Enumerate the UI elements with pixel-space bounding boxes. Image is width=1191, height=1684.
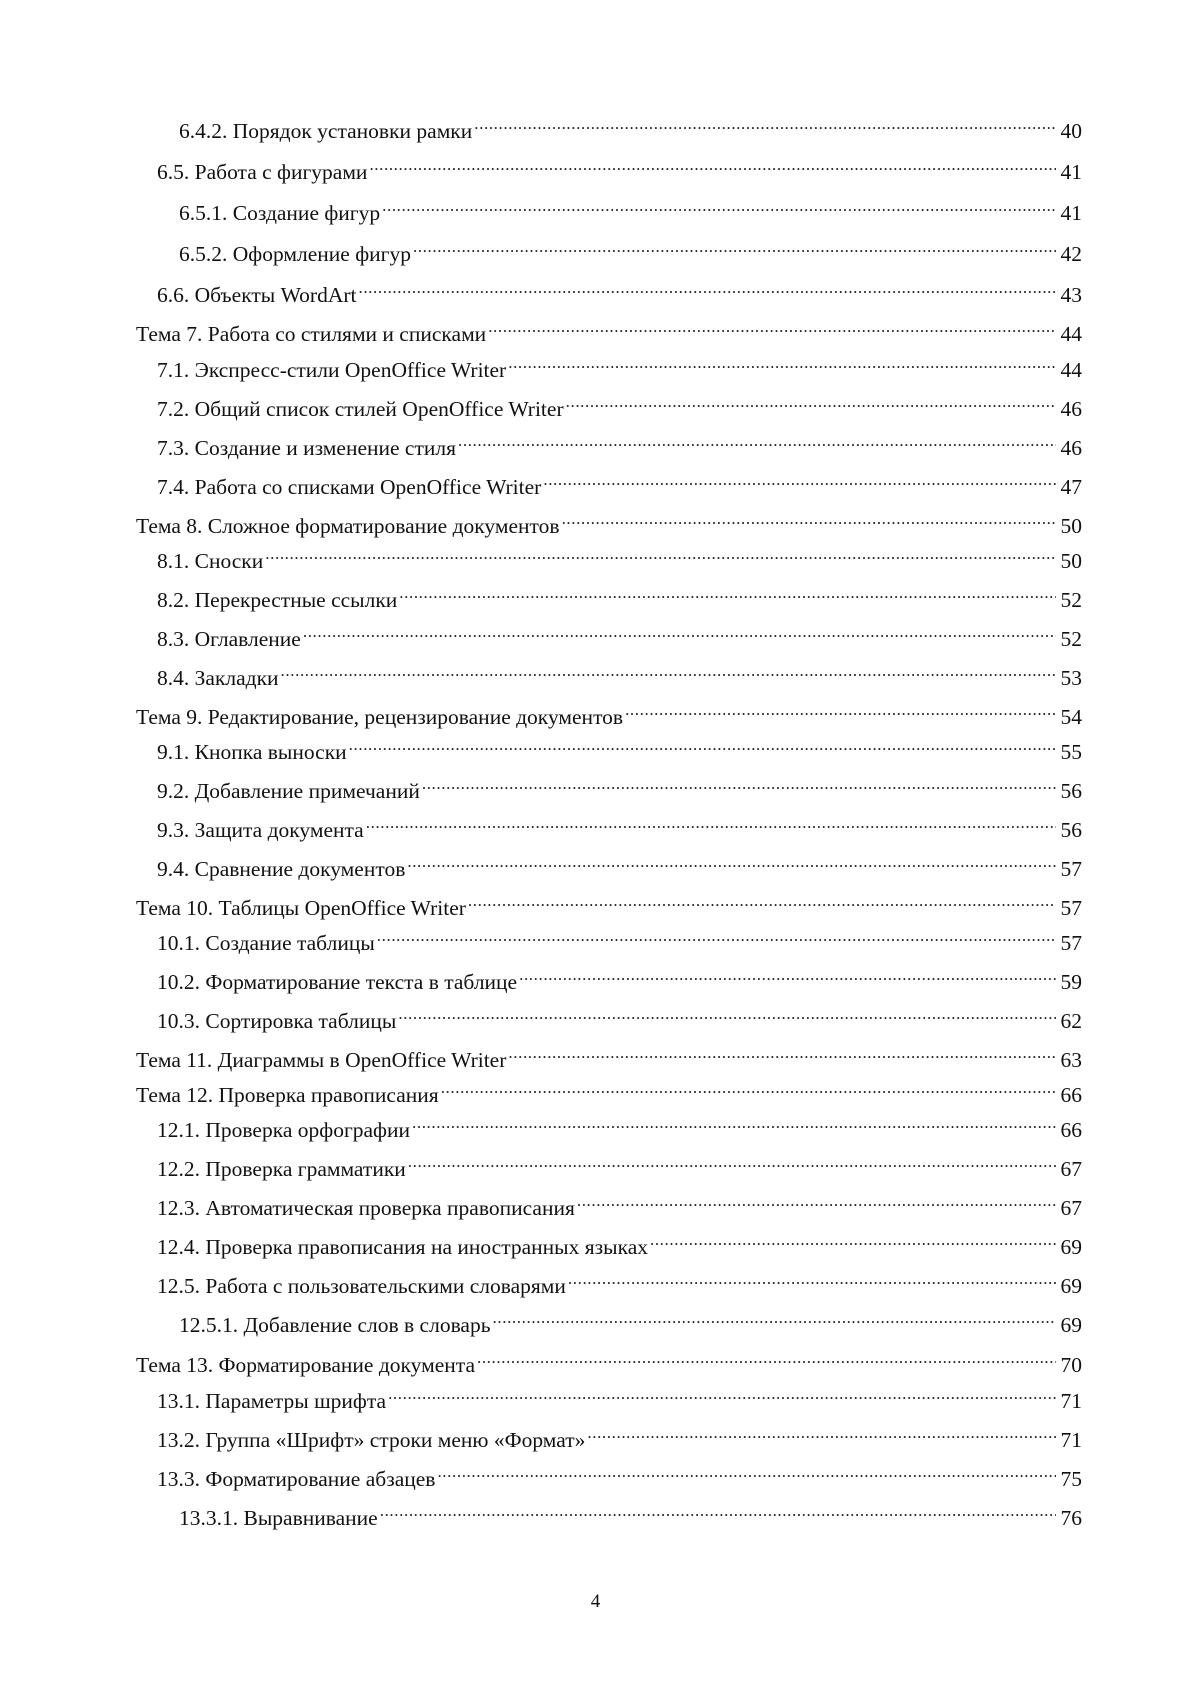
toc-dot-leader [566, 386, 1056, 416]
toc-dot-leader [408, 1146, 1056, 1176]
toc-entry-title: 9.2. Добавление примечаний [157, 779, 420, 803]
toc-dot-leader [474, 108, 1056, 138]
toc-dot-leader [380, 1495, 1056, 1525]
toc-entry-page-number: 57 [1060, 931, 1082, 955]
toc-dot-leader [407, 846, 1056, 876]
toc-entry-page-number: 71 [1060, 1389, 1082, 1413]
toc-entry[interactable] [136, 729, 1082, 764]
toc-entry-page-number: 57 [1060, 857, 1082, 881]
toc-entry-title: 6.5.1. Создание фигур [179, 201, 381, 225]
toc-entry[interactable] [136, 885, 1082, 920]
toc-dot-leader [377, 920, 1056, 950]
toc-entry-title: 12.4. Проверка правописания на иностранных языках [157, 1235, 648, 1259]
toc-dot-leader [369, 149, 1056, 179]
toc-entry-title: 8.4. Закладки [157, 666, 279, 690]
toc-entry-page-number: 69 [1060, 1313, 1082, 1337]
toc-entry[interactable] [136, 1037, 1082, 1072]
toc-entry-title: 7.3. Создание и изменение стиля [157, 436, 456, 460]
toc-entry-title: 6.4.2. Порядок установки рамки [179, 119, 473, 143]
toc-dot-leader [303, 616, 1056, 646]
toc-entry[interactable] [136, 920, 1082, 955]
toc-entry[interactable] [136, 1107, 1082, 1142]
toc-entry[interactable] [136, 311, 1082, 346]
toc-entry-title: 9.3. Защита документа [157, 818, 364, 842]
toc-entry-title: Тема 8. Сложное форматирование документов [136, 514, 560, 538]
toc-dot-leader [441, 1072, 1056, 1102]
toc-dot-leader [399, 577, 1056, 607]
toc-entry-title: 10.2. Форматирование текста в таблице [157, 970, 518, 994]
toc-dot-leader [508, 347, 1056, 377]
toc-dot-leader [388, 1378, 1056, 1408]
toc-entry[interactable] [136, 846, 1082, 881]
toc-entry[interactable] [136, 577, 1082, 612]
toc-entry-title: Тема 9. Редактирование, рецензирование документов [136, 705, 624, 729]
toc-entry-page-number: 56 [1060, 779, 1082, 803]
toc-dot-leader [493, 1302, 1056, 1332]
page-number: 4 [590, 1591, 601, 1612]
toc-dot-leader [519, 959, 1056, 989]
toc-entry[interactable] [136, 807, 1082, 842]
toc-entry-title: 8.3. Оглавление [157, 627, 301, 651]
toc-entry[interactable] [136, 386, 1082, 421]
toc-entry[interactable] [136, 694, 1082, 729]
toc-dot-leader [577, 1185, 1056, 1215]
toc-entry-page-number: 55 [1060, 740, 1082, 764]
toc-entry-page-number: 53 [1060, 666, 1082, 690]
toc-entry-title: Тема 12. Проверка правописания [136, 1083, 439, 1107]
toc-entry-title: 13.2. Группа «Шрифт» строки меню «Формат» [157, 1428, 586, 1452]
toc-dot-leader [568, 1263, 1056, 1293]
toc-entry-title: 13.3. Форматирование абзацев [157, 1467, 436, 1491]
toc-dot-leader [413, 231, 1056, 261]
toc-entry[interactable] [136, 1072, 1082, 1107]
toc-entry[interactable] [136, 149, 1082, 184]
toc-entry[interactable] [136, 1185, 1082, 1220]
toc-dot-leader [281, 655, 1056, 685]
toc-entry[interactable] [136, 503, 1082, 538]
toc-entry-title: 7.1. Экспресс-стили OpenOffice Writer [157, 358, 507, 382]
toc-entry-page-number: 50 [1060, 549, 1082, 573]
toc-entry-page-number: 50 [1060, 514, 1082, 538]
toc-entry[interactable] [136, 464, 1082, 499]
toc-entry-page-number: 67 [1060, 1196, 1082, 1220]
toc-dot-leader [477, 1342, 1056, 1372]
toc-entry-title: Тема 7. Работа со стилями и списками [136, 322, 487, 346]
toc-entry-page-number: 52 [1060, 627, 1082, 651]
toc-entry[interactable] [136, 959, 1082, 994]
toc-dot-leader [382, 190, 1056, 220]
toc-dot-leader [458, 425, 1056, 455]
toc-entry-title: 12.3. Автоматическая проверка правописания [157, 1196, 575, 1220]
toc-dot-leader [562, 503, 1056, 533]
toc-entry-title: 9.1. Кнопка выноски [157, 740, 347, 764]
toc-dot-leader [349, 729, 1056, 759]
toc-entry-title: 6.5. Работа с фигурами [157, 160, 368, 184]
toc-entry-page-number: 57 [1060, 896, 1082, 920]
toc-entry-title: 8.2. Перекрестные ссылки [157, 588, 398, 612]
toc-entry-page-number: 40 [1060, 119, 1082, 143]
toc-dot-leader [398, 998, 1056, 1028]
toc-dot-leader [508, 1037, 1056, 1067]
toc-dot-leader [265, 538, 1056, 568]
toc-entry-page-number: 69 [1060, 1235, 1082, 1259]
toc-entry-page-number: 54 [1060, 705, 1082, 729]
toc-entry-title: 10.1. Создание таблицы [157, 931, 375, 955]
toc-entry[interactable] [136, 272, 1082, 307]
toc-entry-title: 12.5. Работа с пользовательскими словарями [157, 1274, 566, 1298]
toc-entry-page-number: 56 [1060, 818, 1082, 842]
toc-entry-title: 7.4. Работа со списками OpenOffice Writer [157, 475, 542, 499]
toc-dot-leader [437, 1456, 1056, 1486]
toc-entry-title: 9.4. Сравнение документов [157, 857, 406, 881]
toc-dot-leader [650, 1224, 1056, 1254]
toc-entry-page-number: 44 [1060, 322, 1082, 346]
toc-entry[interactable] [136, 998, 1082, 1033]
toc-dot-leader [412, 1107, 1056, 1137]
toc-entry-page-number: 66 [1060, 1118, 1082, 1142]
toc-dot-leader [488, 311, 1056, 341]
toc-entry[interactable] [136, 768, 1082, 803]
toc-entry[interactable] [136, 425, 1082, 460]
toc-dot-leader [587, 1417, 1056, 1447]
toc-dot-leader [468, 885, 1056, 915]
toc-entry-page-number: 46 [1060, 436, 1082, 460]
toc-entry-page-number: 76 [1060, 1506, 1082, 1530]
toc-entry[interactable] [136, 1456, 1082, 1491]
toc-dot-leader [543, 464, 1056, 494]
toc-entry-page-number: 69 [1060, 1274, 1082, 1298]
toc-entry-page-number: 46 [1060, 397, 1082, 421]
toc-entry[interactable] [136, 231, 1082, 266]
toc-entry-title: Тема 10. Таблицы OpenOffice Writer [136, 896, 466, 920]
toc-entry[interactable] [136, 538, 1082, 573]
toc-entry[interactable] [136, 1342, 1082, 1377]
toc-entry-page-number: 44 [1060, 358, 1082, 382]
toc-entry[interactable] [136, 1302, 1082, 1337]
toc-entry[interactable] [136, 655, 1082, 690]
toc-entry-page-number: 42 [1060, 242, 1082, 266]
toc-entry-page-number: 62 [1060, 1009, 1082, 1033]
toc-entry-title: 6.5.2. Оформление фигур [179, 242, 411, 266]
toc-dot-leader [358, 272, 1056, 302]
toc-entry-page-number: 75 [1060, 1467, 1082, 1491]
toc-entry[interactable] [136, 616, 1082, 651]
toc-entry[interactable] [136, 1417, 1082, 1452]
toc-dot-leader [422, 768, 1056, 798]
toc-entry[interactable] [136, 108, 1082, 143]
toc-entry-page-number: 67 [1060, 1157, 1082, 1181]
toc-dot-leader [625, 694, 1056, 724]
toc-entry-page-number: 41 [1060, 201, 1082, 225]
toc-entry[interactable] [136, 1495, 1082, 1530]
toc-entry-title: 8.1. Сноски [157, 549, 264, 573]
toc-entry-title: 12.1. Проверка орфографии [157, 1118, 410, 1142]
toc-entry-page-number: 66 [1060, 1083, 1082, 1107]
toc-entry-title: 10.3. Сортировка таблицы [157, 1009, 397, 1033]
toc-entry-title: Тема 13. Форматирование документа [136, 1353, 475, 1377]
toc-entry-title: 6.6. Объекты WordArt [157, 283, 357, 307]
toc-entry-title: Тема 11. Диаграммы в OpenOffice Writer [136, 1048, 507, 1072]
toc-entry-title: 13.1. Параметры шрифта [157, 1389, 387, 1413]
toc-entry[interactable] [136, 347, 1082, 382]
toc-entry-title: 7.2. Общий список стилей OpenOffice Writer [157, 397, 564, 421]
toc-entry[interactable] [136, 190, 1082, 225]
toc-entry-title: 12.2. Проверка грамматики [157, 1157, 406, 1181]
toc-entry-page-number: 71 [1060, 1428, 1082, 1452]
toc-entry-title: 13.3.1. Выравнивание [179, 1506, 378, 1530]
toc-entry-page-number: 52 [1060, 588, 1082, 612]
toc-dot-leader [366, 807, 1056, 837]
toc-entry[interactable] [136, 1263, 1082, 1298]
toc-entry-page-number: 41 [1060, 160, 1082, 184]
toc-entry[interactable] [136, 1224, 1082, 1259]
toc-entry-page-number: 59 [1060, 970, 1082, 994]
toc-entry-page-number: 70 [1060, 1353, 1082, 1377]
toc-entry[interactable] [136, 1378, 1082, 1413]
toc-entry-page-number: 47 [1060, 475, 1082, 499]
toc-entry[interactable] [136, 1146, 1082, 1181]
toc-entry-page-number: 43 [1060, 283, 1082, 307]
toc-entry-title: 12.5.1. Добавление слов в словарь [179, 1313, 491, 1337]
toc-entry-page-number: 63 [1060, 1048, 1082, 1072]
